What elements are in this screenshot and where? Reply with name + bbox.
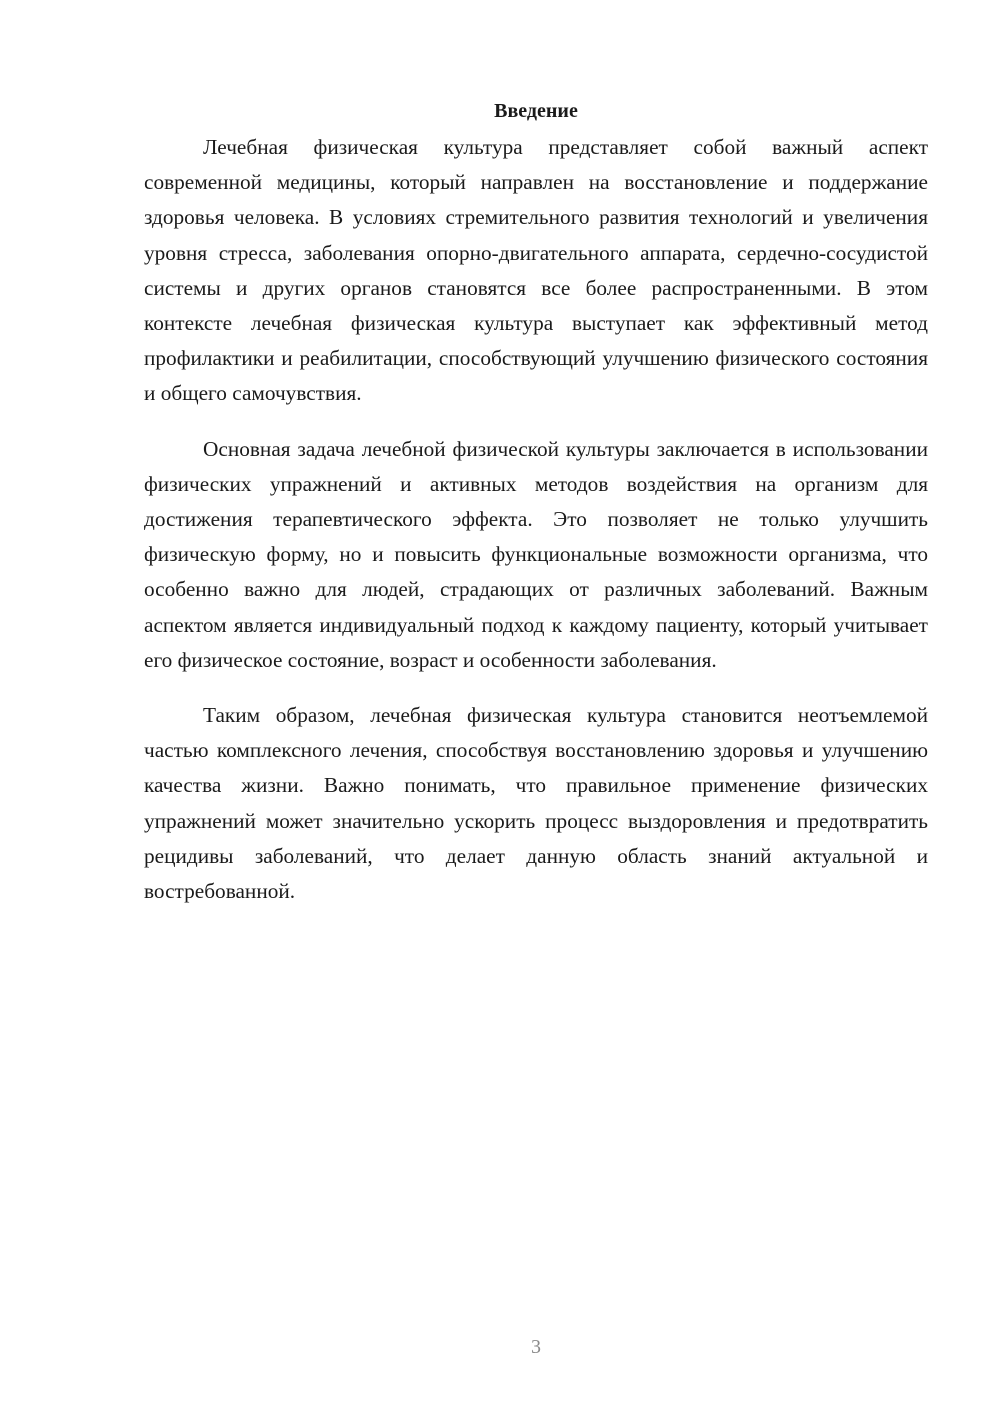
section-heading: Введение [494,100,578,122]
page-content [144,96,928,929]
paragraph-3: Таким образом, лечебная физическая культура становится неотъемлемой частью комплексного лечения, способствуя восстановлению здоровья и улучшению качества жизни. Важно понимать, что правильное применение физических упражнений может значительно ускорить процесс выздоровления и предотвратить рецидивы заболеваний, что делает данную область знаний актуальной и востребованной. [144,703,928,904]
paragraph-2: Основная задача лечебной физической культуры заключается в использовании физических упражнений и активных методов воздействия на организм для достижения терапевтического эффекта. Это позволяет не только улучшить физическую форму, но и повысить функциональные возможности организма, что особенно важно для людей, страдающих от различных заболеваний. Важным аспектом является индивидуальный подход к каждому пациенту, который учитывает его физическое состояние, возраст и особенности заболевания. [144,436,928,672]
paragraph-1: Лечебная физическая культура представляет собой важный аспект современной медицины, который направлен на восстановление и поддержание здоровья человека. В условиях стремительного развития технологий и увеличения уровня стресса, заболевания опорно-двигательного аппарата, сердечно-сосудистой системы и других органов становятся все более распространенными. В этом контексте лечебная физическая культура выступает как эффективный метод профилактики и реабилитации, способствующий улучшению физического состояния и общего самочувствия. [144,135,928,406]
page-number: 3 [531,1336,541,1358]
